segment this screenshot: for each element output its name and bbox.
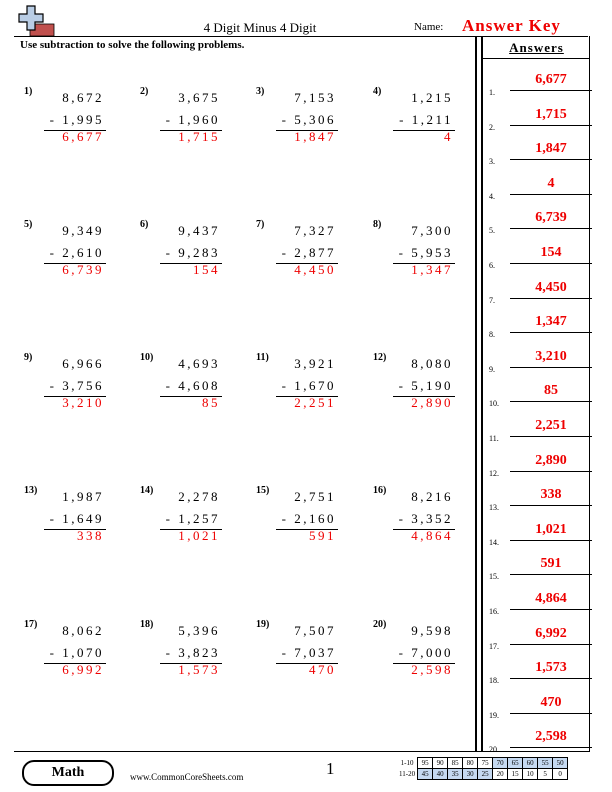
answer-number: 13. [489,503,499,513]
minuend: 8,216 [411,489,453,504]
difference-answer: 1,347 [411,262,453,277]
answer-line [510,263,592,264]
answer-line [510,125,592,126]
difference-answer: 4,864 [411,528,453,543]
subtrahend: - 1,070 [49,645,104,660]
score-cell: 10 [523,769,538,780]
problem-number: 2) [140,86,149,97]
problem-number: 5) [24,219,33,230]
answer-number: 19. [489,710,499,720]
score-cell: 45 [418,769,433,780]
score-cell: 95 [418,758,433,769]
header-divider [14,36,460,37]
problem-number: 4) [373,86,382,97]
score-cell: 5 [538,769,553,780]
problem [24,219,124,289]
answer-value: 2,890 [535,452,567,468]
problem-number: 8) [373,219,382,230]
answer-value: 85 [544,383,558,399]
footer-divider [14,751,590,752]
answer-value: 6,677 [535,72,567,87]
subtrahend: - 1,649 [49,511,104,526]
answer-number: 6. [489,261,495,270]
minuend: 9,598 [411,623,453,638]
plus-sign-logo-icon [18,4,56,38]
score-cell: 80 [463,758,478,769]
problem-number: 6) [140,219,149,230]
answer-value: 1,021 [535,521,567,537]
difference-answer: 1,847 [294,129,336,144]
minuend: 6,966 [62,356,104,371]
answer-item [482,245,589,279]
answer-value: 338 [540,487,562,503]
minuend: 7,153 [294,90,336,105]
score-cell: 70 [493,758,508,769]
answer-line [510,436,592,437]
score-row-label: 11-20 [399,770,416,778]
subtrahend: - 4,608 [165,378,220,393]
subtrahend: - 5,953 [398,245,453,260]
problem [256,485,356,555]
difference-answer: 6,739 [62,262,104,277]
subtrahend: - 5,190 [398,378,453,393]
answer-value: 6,739 [535,210,567,226]
minuend: 1,215 [411,90,453,105]
answer-number: 7. [489,295,495,305]
answer-value: 1,847 [535,141,567,157]
problem-number: 9) [24,352,33,363]
minuend: 3,675 [178,90,220,105]
problem [373,619,473,689]
answer-value: 3,210 [535,348,567,364]
answer-item [482,591,589,625]
difference-answer: 470 [309,662,336,677]
difference-answer: 338 [77,528,104,543]
score-cell: 50 [553,758,568,769]
minuend: 3,921 [294,356,336,371]
answer-value: 6,992 [535,625,567,641]
minuend: 2,278 [178,489,220,504]
problem [373,352,473,422]
answer-line [510,678,592,679]
answer-value: 2,598 [535,729,567,745]
answer-number: 10. [489,399,499,409]
problem [373,485,473,555]
minuend: 8,672 [62,90,104,105]
score-row-label: 1-10 [400,759,414,767]
answer-line [510,228,592,229]
subtrahend: - 7,037 [281,645,336,660]
difference-answer: 1,021 [178,528,220,543]
answer-number: 18. [489,676,499,686]
problem [256,219,356,289]
answer-item [482,141,589,175]
answer-number: 16. [489,607,499,616]
answer-item [482,383,589,417]
page-number: 1 [326,759,335,778]
minuend: 9,437 [178,223,220,238]
subtrahend: - 3,823 [165,645,220,660]
answer-number: 5. [489,226,495,236]
minuend: 8,080 [411,356,453,371]
name-line [460,36,588,37]
subtrahend: - 2,877 [281,245,336,260]
answer-item [482,695,589,729]
instructions: Use subtraction to solve the following problems. [20,39,245,51]
score-cell: 25 [478,769,493,780]
problem-number: 17) [24,619,38,630]
answer-value: 470 [540,694,562,710]
problem [24,352,124,422]
minuend: 7,327 [294,223,336,238]
answer-number: 2. [489,122,495,132]
subtrahend: - 2,160 [281,511,336,526]
problem [373,219,473,289]
answer-item [482,556,589,590]
answer-line [510,644,592,645]
score-cell: 90 [433,758,448,769]
score-cell: 0 [553,769,568,780]
problem-number: 1) [24,86,33,97]
answer-line [510,574,592,575]
minuend: 7,300 [411,223,453,238]
problem [140,219,240,289]
difference-answer: 3,210 [62,395,104,410]
answer-line [510,159,592,160]
problem [373,86,473,156]
minuend: 9,349 [62,223,104,238]
answer-value: 1,715 [535,106,567,122]
subtrahend: - 1,960 [165,112,220,127]
score-row [397,758,568,769]
difference-answer: 2,251 [294,395,336,410]
subtrahend: - 1,257 [165,511,220,526]
answer-item [482,349,589,383]
subtrahend: - 3,352 [398,511,453,526]
score-cell: 60 [523,758,538,769]
answers-header: Answers [509,40,564,55]
problem-number: 16) [373,485,387,496]
answer-item [482,418,589,452]
problem [24,619,124,689]
answer-line [510,713,592,714]
answer-line [510,505,592,506]
name-label: Name: [414,21,444,33]
minuend: 1,987 [62,489,104,504]
answer-line [510,609,592,610]
answer-value: 4,864 [535,591,567,606]
answer-item [482,453,589,487]
difference-answer: 1,715 [178,129,220,144]
answer-number: 9. [489,364,495,374]
subtrahend: - 7,000 [398,645,453,660]
answer-line [510,90,592,91]
subtrahend: - 5,306 [281,112,336,127]
score-cell: 85 [448,758,463,769]
answers-header-divider [482,58,589,59]
minuend: 8,062 [62,623,104,638]
problem [140,86,240,156]
answer-item [482,280,589,314]
answer-number: 3. [489,157,495,167]
difference-answer: 2,598 [411,662,453,677]
problem [256,352,356,422]
answer-line [510,471,592,472]
answer-number: 1. [489,88,495,97]
subtrahend: - 2,610 [49,245,104,260]
answer-line [510,540,592,541]
minuend: 7,507 [294,623,336,638]
problem [140,352,240,422]
difference-answer: 1,573 [178,662,220,677]
score-cell: 20 [493,769,508,780]
answer-number: 15. [489,572,499,582]
answer-number: 20. [489,745,499,755]
answer-item [482,522,589,556]
problem [24,485,124,555]
difference-answer: 6,992 [62,662,104,677]
problem [256,619,356,689]
answer-number: 14. [489,537,499,547]
difference-answer: 4,450 [294,262,336,277]
answer-number: 8. [489,330,495,340]
answer-item [482,176,589,210]
difference-answer: 591 [309,528,336,543]
minuend: 4,693 [178,356,220,371]
answer-value: 154 [540,245,562,260]
answer-value: 1,347 [535,314,567,330]
minuend: 5,396 [178,623,220,638]
score-table [397,757,568,780]
answer-line [510,747,592,748]
difference-answer: 2,890 [411,395,453,410]
score-cell: 65 [508,758,523,769]
answer-line [510,401,592,402]
problem [24,86,124,156]
problem-number: 7) [256,219,265,230]
answer-line [510,298,592,299]
score-cell: 55 [538,758,553,769]
score-cell: 15 [508,769,523,780]
answer-line [510,194,592,195]
difference-answer: 154 [193,262,220,277]
subtrahend: - 9,283 [165,245,220,260]
score-cell: 35 [448,769,463,780]
problem-number: 11) [256,352,269,363]
minuend: 2,751 [294,489,336,504]
problem [140,485,240,555]
answer-item [482,107,589,141]
answer-value: 591 [540,556,562,572]
website-link[interactable]: www.CommonCoreSheets.com [130,772,244,782]
answer-number: 4. [489,191,495,201]
problem-number: 10) [140,352,154,363]
answer-item [482,314,589,348]
answer-line [510,367,592,368]
difference-answer: 6,677 [62,129,104,144]
answer-item [482,72,589,106]
problem-number: 18) [140,619,154,630]
score-row [397,769,568,780]
problem [140,619,240,689]
page-title: 4 Digit Minus 4 Digit [203,20,317,35]
problem-number: 3) [256,86,265,97]
answer-item [482,626,589,660]
answer-item [482,487,589,521]
answer-value: 4,450 [535,279,567,295]
subtrahend: - 3,756 [49,378,104,393]
answer-value: 1,573 [535,660,567,676]
subtrahend: - 1,211 [399,112,453,127]
score-cell: 40 [433,769,448,780]
subtrahend: - 1,995 [49,112,104,127]
answer-key-title: Answer Key [462,16,561,35]
score-cell: 75 [478,758,493,769]
score-cell: 30 [463,769,478,780]
answer-number: 17. [489,641,499,651]
answer-line [510,332,592,333]
problem-number: 14) [140,485,154,496]
problem-number: 20) [373,619,387,630]
answer-value: 4 [547,175,555,191]
answer-value: 2,251 [535,418,567,433]
answer-item [482,210,589,244]
answer-number: 11. [489,434,499,443]
problem-number: 15) [256,485,270,496]
answer-number: 12. [489,468,499,478]
problem-number: 12) [373,352,387,363]
problem [256,86,356,156]
problem-number: 19) [256,619,270,630]
math-badge: Math [22,760,114,786]
difference-answer: 4 [444,129,453,144]
problem-number: 13) [24,485,38,496]
answer-item [482,660,589,694]
subtrahend: - 1,670 [281,378,336,393]
answer-column-divider [475,36,477,751]
difference-answer: 85 [202,395,220,410]
